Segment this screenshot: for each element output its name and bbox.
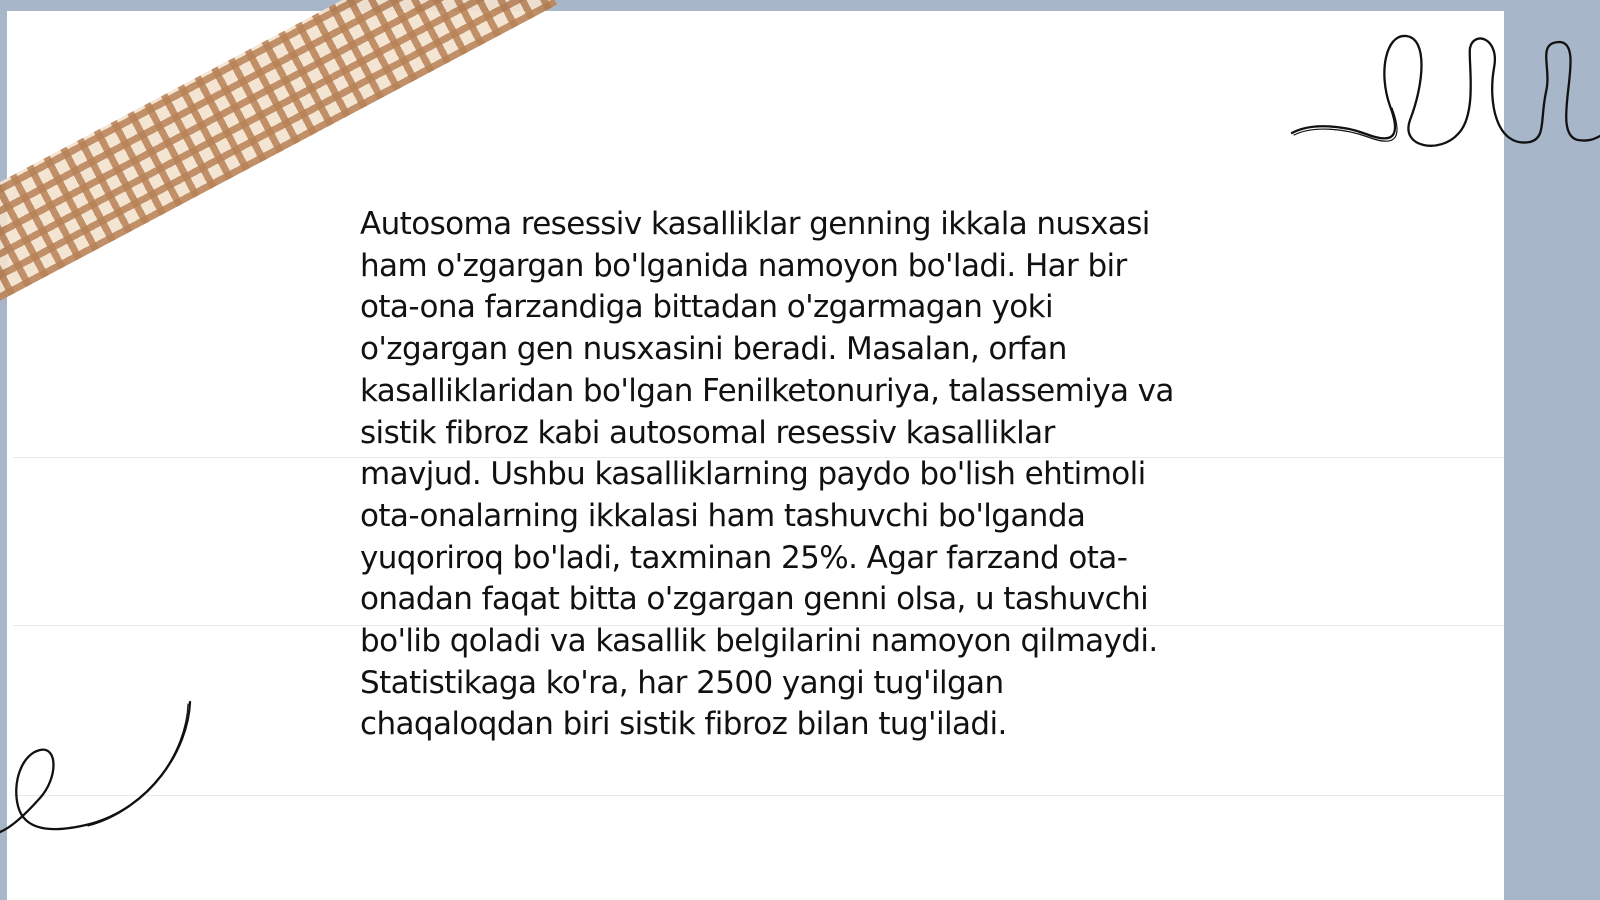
paragraph-line: Statistikaga ko'ra, har 2500 yangi tug'ilgan — [360, 664, 1004, 701]
paper-rule-line — [13, 795, 1504, 796]
paragraph-line: bo'lib qoladi va kasallik belgilarini namoyon qilmaydi. — [360, 623, 1158, 660]
paragraph-line: ham o'zgargan bo'lganida namoyon bo'ladi. Har bir — [360, 247, 1127, 284]
slide-paragraph — [360, 204, 1260, 746]
paragraph-line: sistik fibroz kabi autosomal resessiv kasalliklar — [360, 414, 1055, 451]
paragraph-line: chaqaloqdan biri sistik fibroz bilan tug'iladi. — [360, 706, 1007, 743]
paragraph-line: ota-onalarning ikkalasi ham tashuvchi bo'lganda — [360, 497, 1086, 534]
paragraph-line: kasalliklaridan bo'lgan Fenilketonuriya, talassemiya va — [360, 372, 1174, 409]
paragraph-line: yuqoriroq bo'ladi, taxminan 25%. Agar farzand ota- — [360, 539, 1128, 576]
paragraph-line: onadan faqat bitta o'zgargan genni olsa, u tashuvchi — [360, 581, 1149, 618]
loop-scribble-top-right — [1290, 30, 1600, 160]
paragraph-line: o'zgargan gen nusxasini beradi. Masalan, orfan — [360, 331, 1067, 368]
paragraph-line: mavjud. Ushbu kasalliklarning paydo bo'lish ehtimoli — [360, 456, 1146, 493]
paragraph-line: Autosoma resessiv kasalliklar genning ikkala nusxasi — [360, 206, 1150, 242]
loop-scribble-bottom-left — [0, 690, 200, 850]
paragraph-line: ota-ona farzandiga bittadan o'zgarmagan yoki — [360, 289, 1053, 326]
